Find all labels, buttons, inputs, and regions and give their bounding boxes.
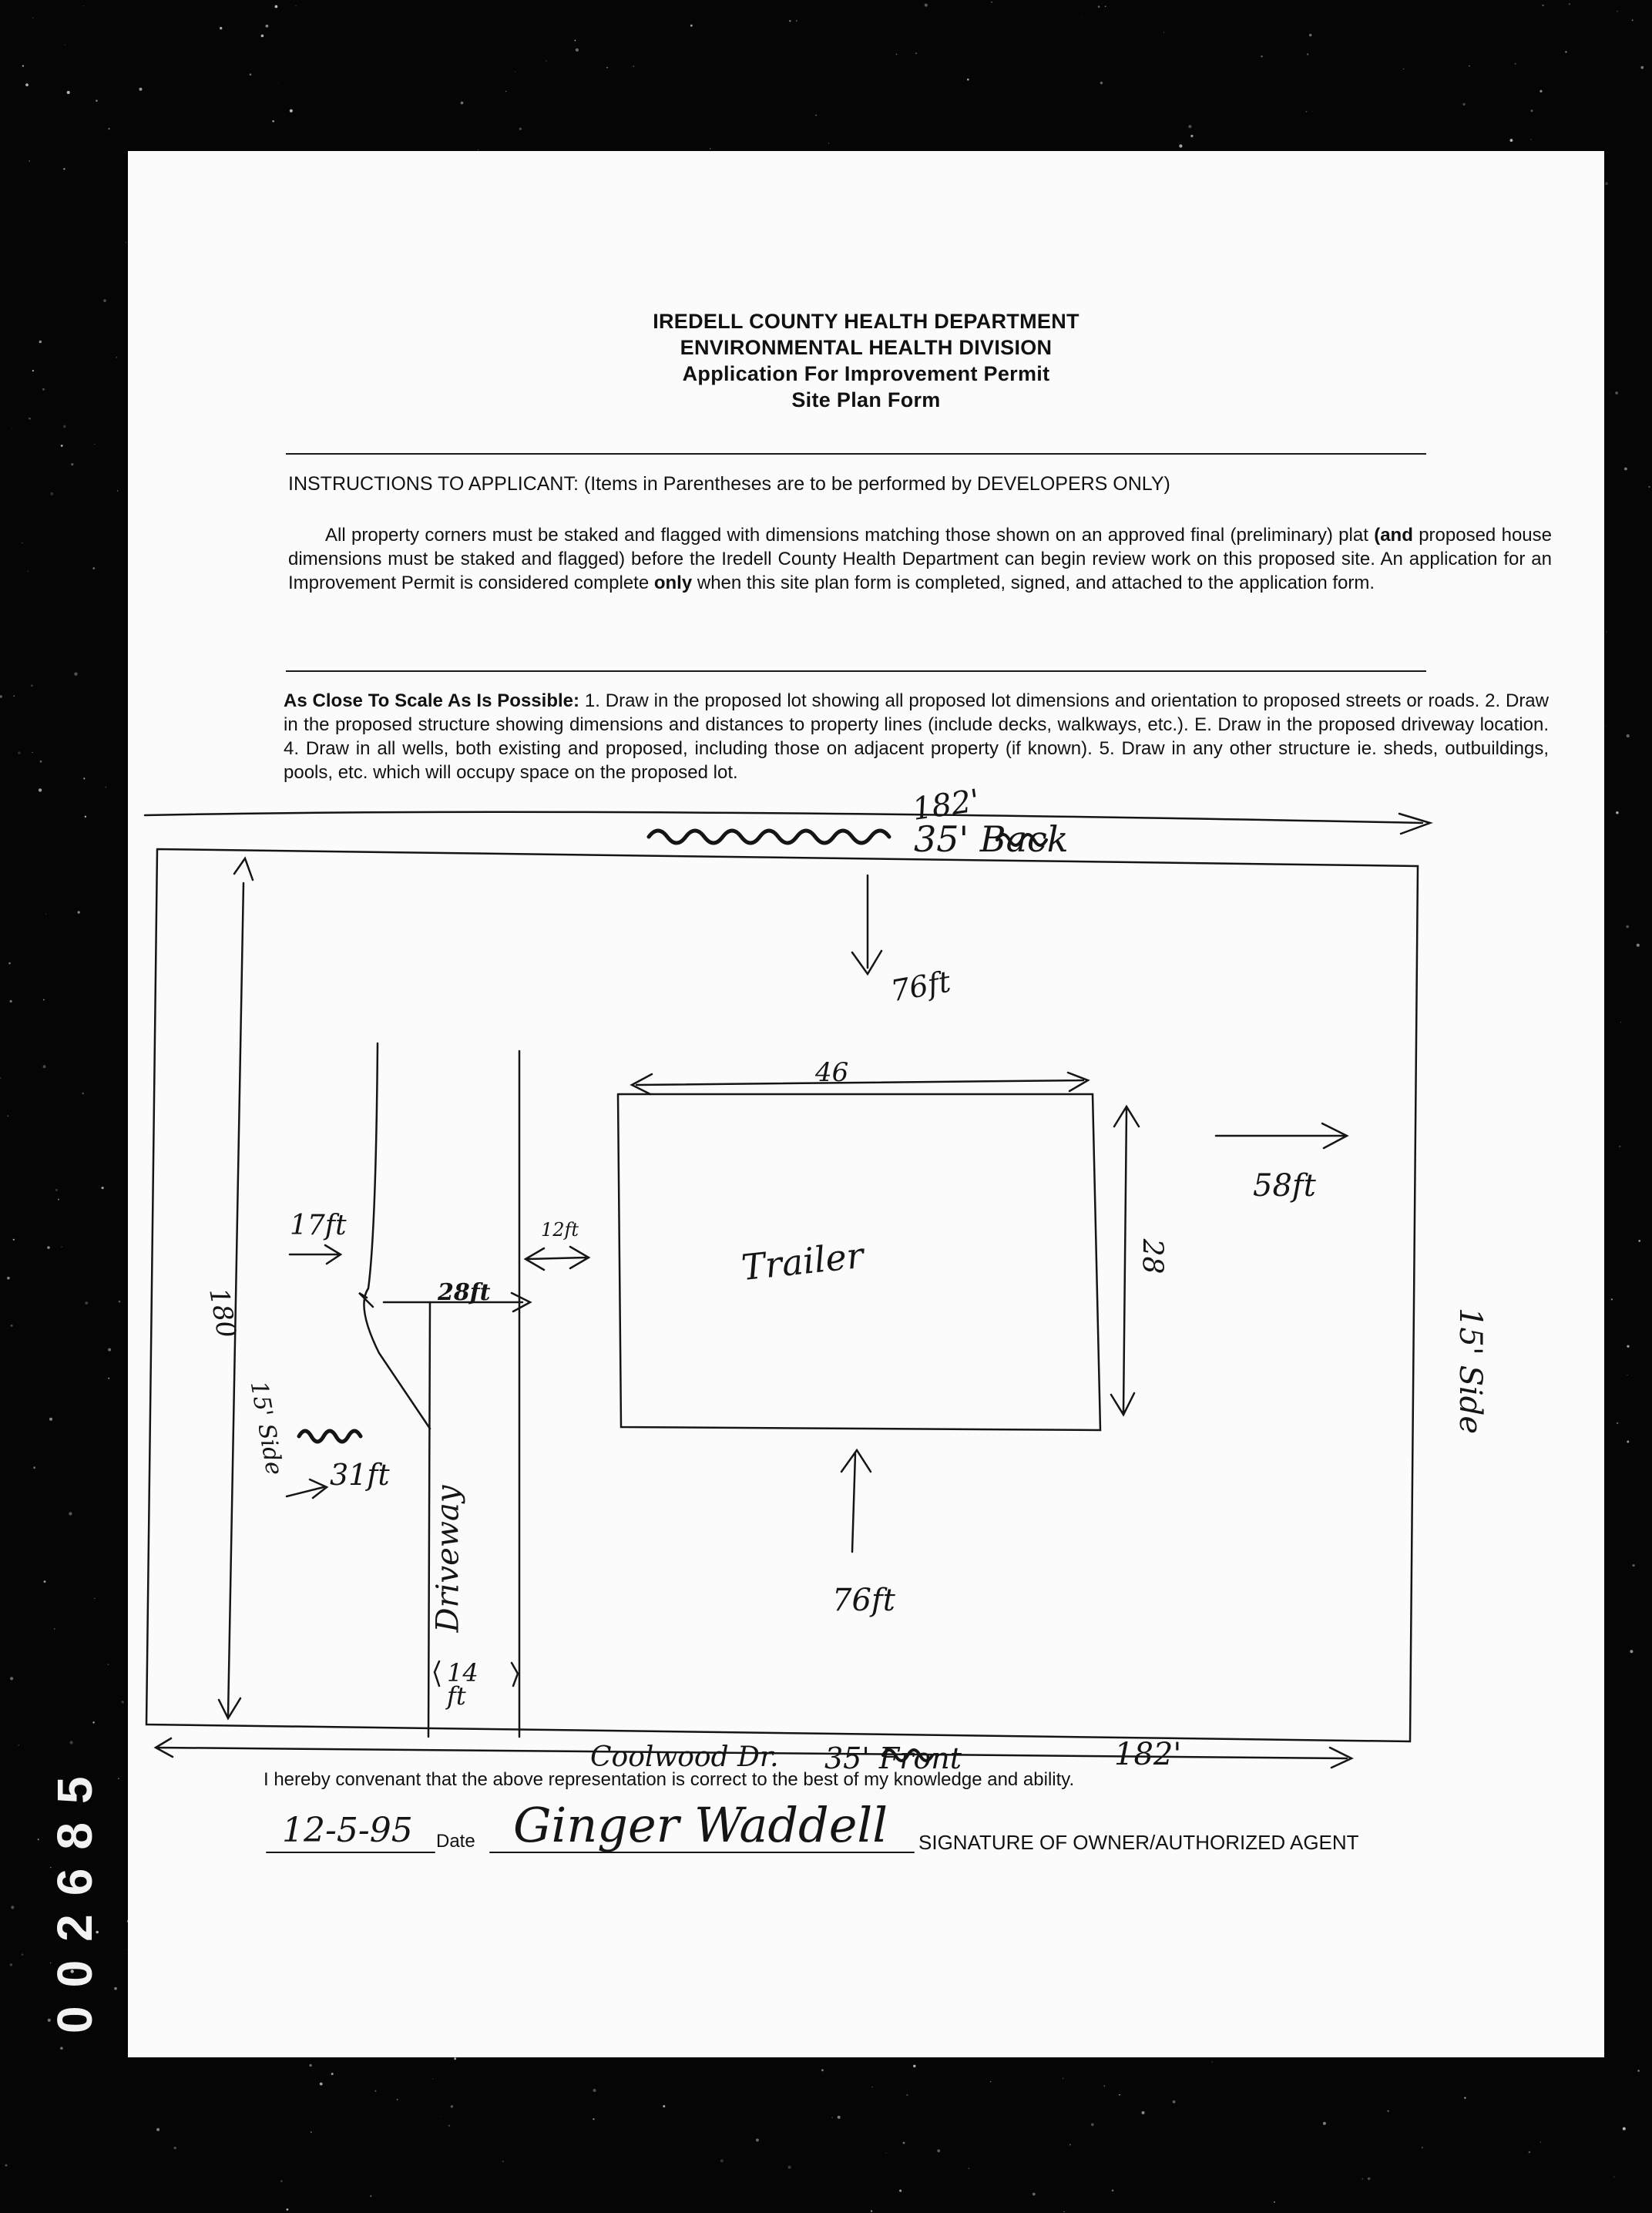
scan-speckle <box>10 1000 12 1002</box>
scan-speckle <box>913 2065 915 2067</box>
trailer-width-arrow <box>632 1073 1088 1094</box>
trailer-width-label: 46 <box>815 1057 849 1088</box>
front-setback-label: 35' Front <box>824 1741 962 1775</box>
scan-speckle <box>0 695 2 697</box>
scribbled-out-back-text <box>649 831 889 843</box>
certification-statement: I hereby convenant that the above representation is correct to the best of my knowledge and ability. <box>264 1769 1075 1790</box>
scan-speckle <box>108 1348 111 1352</box>
scan-speckle <box>92 567 95 569</box>
scan-speckle <box>1606 632 1607 633</box>
scan-speckle <box>47 1246 49 1248</box>
scan-speckle <box>174 2147 176 2149</box>
scan-speckle <box>44 1580 46 1583</box>
scan-speckle <box>633 65 634 66</box>
scan-speckle <box>831 2117 832 2118</box>
scan-speckle <box>906 2094 908 2096</box>
scan-speckle <box>272 120 274 123</box>
scan-speckle <box>375 2090 377 2092</box>
scan-speckle <box>1613 2176 1615 2178</box>
header-form-title: Site Plan Form <box>791 388 941 411</box>
scan-speckle <box>25 83 29 86</box>
scan-speckle <box>139 88 143 91</box>
back-dimension-arrow <box>145 812 1430 834</box>
scan-speckle <box>1605 182 1608 185</box>
scan-speckle <box>886 2153 887 2154</box>
scan-speckle <box>1617 1422 1618 1424</box>
property-feature-line <box>364 1043 430 1429</box>
scan-speckle <box>18 1745 20 1746</box>
driveway-width-label: 14 ft <box>447 1658 478 1711</box>
scan-speckle <box>606 67 608 69</box>
scan-speckle <box>502 2161 504 2162</box>
scan-speckle <box>1469 65 1470 67</box>
trailer-depth-arrow <box>1111 1106 1139 1415</box>
scan-speckle <box>1323 2122 1326 2125</box>
scan-speckle <box>1637 2070 1640 2072</box>
offset-arrow-31ft <box>287 1479 327 1498</box>
scan-speckle <box>871 2210 872 2211</box>
scan-speckle <box>899 2190 902 2192</box>
trailer-depth-label: 28 <box>1136 1238 1168 1274</box>
right-side-setback-label: 15' Side <box>1452 1307 1489 1435</box>
scan-speckle <box>1515 63 1516 65</box>
scan-speckle <box>1569 3 1570 5</box>
scan-speckle <box>1142 2111 1145 2114</box>
scan-speckle <box>8 962 11 965</box>
scan-speckle <box>63 168 65 170</box>
scan-speckle <box>1627 734 1630 737</box>
date-value: 12-5-95 <box>282 1811 413 1850</box>
scan-speckle <box>505 91 506 92</box>
scan-speckle <box>7 1277 10 1280</box>
scan-speckle <box>32 370 34 371</box>
scan-speckle <box>1627 1345 1629 1348</box>
scan-speckle <box>69 1512 72 1515</box>
scan-speckle <box>1098 5 1100 8</box>
signature-label: SIGNATURE OF OWNER/AUTHORIZED AGENT <box>918 1831 1359 1854</box>
scan-speckle <box>78 911 80 913</box>
scan-speckle <box>1630 1650 1633 1653</box>
scan-speckle <box>1638 1240 1640 1242</box>
scan-speckle <box>29 418 31 420</box>
scan-speckle <box>1362 2178 1363 2179</box>
scan-speckle <box>45 914 46 915</box>
header-division: ENVIRONMENTAL HEALTH DIVISION <box>680 336 1053 359</box>
scan-speckle <box>14 696 15 697</box>
scan-speckle <box>1261 55 1262 57</box>
scan-speckle <box>67 91 70 94</box>
scan-speckle <box>8 1115 9 1117</box>
scan-speckle <box>990 2081 991 2082</box>
scan-speckle <box>461 102 464 105</box>
scan-speckle <box>1032 2193 1036 2196</box>
scan-speckle <box>1309 34 1312 37</box>
scan-speckle <box>1623 2127 1626 2131</box>
scan-speckle <box>85 816 86 818</box>
scan-speckle <box>58 1199 59 1201</box>
scan-speckle <box>1565 51 1566 52</box>
date-label: Date <box>436 1831 475 1852</box>
scan-speckle <box>116 357 117 358</box>
instructions-text-2: proposed house dimensions must be staked and flagged) before the Iredell County Health Department can begin review work on this proposed site. An application for an Improvement Permit is considered complete <box>288 525 1552 593</box>
site-plan-form-page <box>128 151 1604 2057</box>
scan-speckle <box>903 2142 905 2144</box>
scan-speckle <box>937 2149 940 2152</box>
scan-speckle <box>1100 82 1103 84</box>
scan-speckle <box>1104 2085 1105 2086</box>
scan-speckle <box>1620 1022 1621 1023</box>
scan-speckle <box>50 492 53 495</box>
scan-speckle <box>1540 90 1542 92</box>
scan-speckle <box>94 1598 95 1599</box>
scan-speckle <box>43 999 45 1001</box>
scan-speckle <box>11 1906 14 1909</box>
instructions-text-3: when this site plan form is completed, signed, and attached to the application form. <box>692 573 1375 593</box>
scan-speckle <box>815 115 817 116</box>
scan-speckle <box>1274 2201 1275 2203</box>
scan-speckle <box>74 673 77 676</box>
scan-speckle <box>454 2057 456 2060</box>
scan-speckle <box>49 1418 52 1421</box>
scan-speckle <box>1313 111 1314 112</box>
scan-speckle <box>1624 468 1627 471</box>
instructions-text-1: All property corners must be staked and flagged with dimensions matching those shown on an approved final (preliminary) plat <box>325 525 1375 546</box>
scan-speckle <box>1190 135 1193 137</box>
scan-speckle <box>690 25 693 27</box>
scan-speckle <box>1388 2111 1389 2112</box>
scan-speckle <box>789 20 791 22</box>
scan-speckle <box>108 128 109 129</box>
scan-speckle <box>915 52 917 54</box>
back-distance-label: 76ft <box>888 964 953 1009</box>
gap-12ft-label: 12ft <box>541 1219 579 1241</box>
front-setback-arrow <box>841 1450 871 1552</box>
scan-speckle <box>1611 1298 1613 1300</box>
scan-speckle <box>1306 111 1308 112</box>
header-application: Application For Improvement Permit <box>682 362 1050 385</box>
right-distance-label: 58ft <box>1253 1168 1316 1204</box>
scan-speckle <box>720 2159 724 2162</box>
scan-speckle <box>94 444 95 445</box>
scan-speckle <box>576 49 579 52</box>
scan-speckle <box>1112 2190 1114 2192</box>
scan-speckle <box>967 79 969 81</box>
scan-speckle <box>22 1953 24 1956</box>
left-side-setback-label: 15' Side <box>244 1379 288 1478</box>
scan-speckle <box>38 1839 39 1840</box>
scan-speckle <box>756 2138 759 2141</box>
scan-speckle <box>1212 2061 1213 2062</box>
scan-speckle <box>311 2131 312 2133</box>
scan-speckle <box>1542 5 1543 6</box>
back-setback-label: 35' Back <box>914 818 1069 860</box>
header-department: IREDELL COUNTY HEALTH DEPARTMENT <box>653 310 1080 333</box>
gap-arrow-12ft <box>525 1247 589 1270</box>
trailer-label: Trailer <box>739 1234 866 1289</box>
lot-boundary <box>146 849 1418 1741</box>
scan-speckle <box>0 1077 2 1079</box>
scan-speckle <box>61 1247 62 1248</box>
scan-speckle <box>593 2089 596 2092</box>
scan-speckle <box>925 4 928 7</box>
scan-speckle <box>1081 17 1082 18</box>
scan-speckle <box>432 2078 433 2079</box>
scan-speckle <box>663 2105 665 2107</box>
scan-speckle <box>1307 53 1308 55</box>
driveway-label: Driveway <box>430 1485 466 1633</box>
right-setback-arrow <box>1216 1123 1347 1148</box>
document-id-stamp: 002685 <box>47 1758 102 2033</box>
scan-speckle <box>108 1378 109 1379</box>
scan-speckle <box>29 160 30 161</box>
scan-speckle <box>250 73 252 76</box>
front-distance-label: 76ft <box>832 1583 895 1618</box>
scan-speckle <box>287 2208 289 2211</box>
scan-speckle <box>1069 2144 1071 2145</box>
scan-speckle <box>83 5 84 6</box>
scan-speckle <box>1637 944 1640 947</box>
scan-speckle <box>43 1065 46 1068</box>
scan-speckle <box>519 128 522 130</box>
scan-speckle <box>1633 1564 1635 1567</box>
scan-speckle <box>1626 925 1629 929</box>
scan-speckle <box>1619 1146 1620 1147</box>
scan-speckle <box>278 82 279 83</box>
scan-speckle <box>117 490 118 491</box>
scan-speckle <box>280 2181 282 2182</box>
scan-speckle <box>1463 103 1466 106</box>
scan-speckle <box>22 65 24 66</box>
scan-speckle <box>1063 2211 1064 2212</box>
scan-speckle <box>55 1189 58 1191</box>
scan-speckle <box>220 27 222 29</box>
scan-speckle <box>11 1325 13 1327</box>
scan-speckle <box>106 787 107 788</box>
owner-signature: Ginger Waddell <box>513 1797 888 1853</box>
scan-speckle <box>63 425 66 428</box>
scan-speckle <box>28 571 29 573</box>
scan-speckle <box>290 109 293 112</box>
scan-speckle <box>54 1628 55 1629</box>
scan-speckle <box>85 1301 88 1305</box>
scan-speckle <box>102 1187 104 1189</box>
scan-speckle <box>1632 19 1634 21</box>
well-offset-label: 17ft <box>290 1210 347 1241</box>
scan-speckle <box>296 5 297 6</box>
scan-speckle <box>71 463 73 465</box>
left-length-label: 180 <box>203 1285 242 1341</box>
scan-speckle <box>42 388 45 391</box>
scan-speckle <box>448 2125 450 2127</box>
scan-speckle <box>1119 2094 1120 2096</box>
scan-speckle <box>118 1778 119 1779</box>
scan-speckle <box>370 2195 371 2197</box>
back-length-label: 182' <box>910 783 982 828</box>
scan-speckle <box>796 20 797 21</box>
scan-speckle <box>486 2210 487 2211</box>
scan-speckle <box>1105 6 1106 8</box>
scan-speckle <box>1510 139 1513 142</box>
scan-speckle <box>1616 811 1618 814</box>
scan-speckle <box>33 1466 35 1469</box>
scan-speckle <box>261 35 264 38</box>
scan-speckle <box>1188 125 1191 128</box>
scan-speckle <box>39 788 42 791</box>
scan-speckle <box>96 99 98 102</box>
scan-speckle <box>1464 2097 1466 2099</box>
scan-speckle <box>82 1093 84 1095</box>
scan-speckle <box>821 2069 824 2071</box>
scan-speckle <box>1640 66 1644 69</box>
scan-speckle <box>309 2064 311 2067</box>
scan-speckle <box>103 299 106 302</box>
scan-speckle <box>31 684 33 687</box>
scan-speckle <box>1540 2141 1541 2142</box>
scan-speckle <box>83 777 85 779</box>
scan-speckle <box>10 1963 13 1966</box>
scan-speckle <box>1173 2101 1176 2104</box>
scan-speckle <box>18 751 20 754</box>
scan-speckle <box>5 2164 8 2167</box>
scan-speckle <box>1530 109 1533 112</box>
back-setback-arrow <box>852 875 881 974</box>
scan-speckle <box>397 2099 398 2101</box>
scan-speckle <box>331 2073 334 2075</box>
scan-speckle <box>1615 391 1618 395</box>
scan-speckle <box>1627 1441 1629 1443</box>
scan-speckle <box>122 1701 124 1703</box>
gap-28ft-label: 28ft <box>438 1279 491 1306</box>
scan-speckle <box>593 2118 594 2120</box>
scale-text: 1. Draw in the proposed lot showing all proposed lot dimensions and orientation to proposed streets or roads. 2. Draw in the proposed structure showing dimensions and distances to property lines (include decks, walkways, etc.). E. Draw in the proposed driveway location. 4. Draw in all wells, both existing and proposed, including those on adjacent property (if known). 5. Draw in any other structure ie. sheds, outbuildings, pools, etc. which will occupy space on the proposed lot. <box>284 690 1549 783</box>
scan-speckle <box>896 54 897 55</box>
front-street-label: Coolwood Dr. <box>590 1741 779 1773</box>
scan-speckle <box>119 1301 121 1303</box>
scribbled-out-left-text <box>299 1431 361 1442</box>
scan-speckle <box>266 25 269 28</box>
scan-speckle <box>40 761 42 763</box>
scan-speckle <box>10 1677 13 1680</box>
front-length-label: 182' <box>1114 1737 1182 1772</box>
scan-speckle <box>451 2105 453 2107</box>
instructions-bold-2: only <box>653 573 693 593</box>
instructions-bold-1: (and <box>1374 525 1413 546</box>
scan-speckle <box>275 5 278 8</box>
scan-speckle <box>1179 144 1182 147</box>
scan-speckle <box>320 2083 323 2086</box>
scan-speckle <box>39 341 42 343</box>
scan-speckle <box>575 40 576 42</box>
offset-arrow-17ft <box>290 1245 341 1264</box>
scan-speckle <box>788 2166 791 2169</box>
scale-lead: As Close To Scale As Is Possible: <box>284 690 579 711</box>
scan-speckle <box>108 1664 109 1665</box>
scan-speckle <box>13 1239 15 1241</box>
instructions-heading: INSTRUCTIONS TO APPLICANT: (Items in Parentheses are to be performed by DEVELOPERS ONLY) <box>288 473 1170 495</box>
scan-speckle <box>838 2116 841 2119</box>
scan-speckle <box>61 445 63 447</box>
scan-speckle <box>1091 2123 1094 2126</box>
driveway-offset-label: 31ft <box>330 1458 390 1492</box>
scan-speckle <box>156 2128 159 2131</box>
scan-speckle <box>1529 2151 1530 2153</box>
scan-speckle <box>1368 2178 1371 2181</box>
scan-speckle <box>1648 486 1650 488</box>
